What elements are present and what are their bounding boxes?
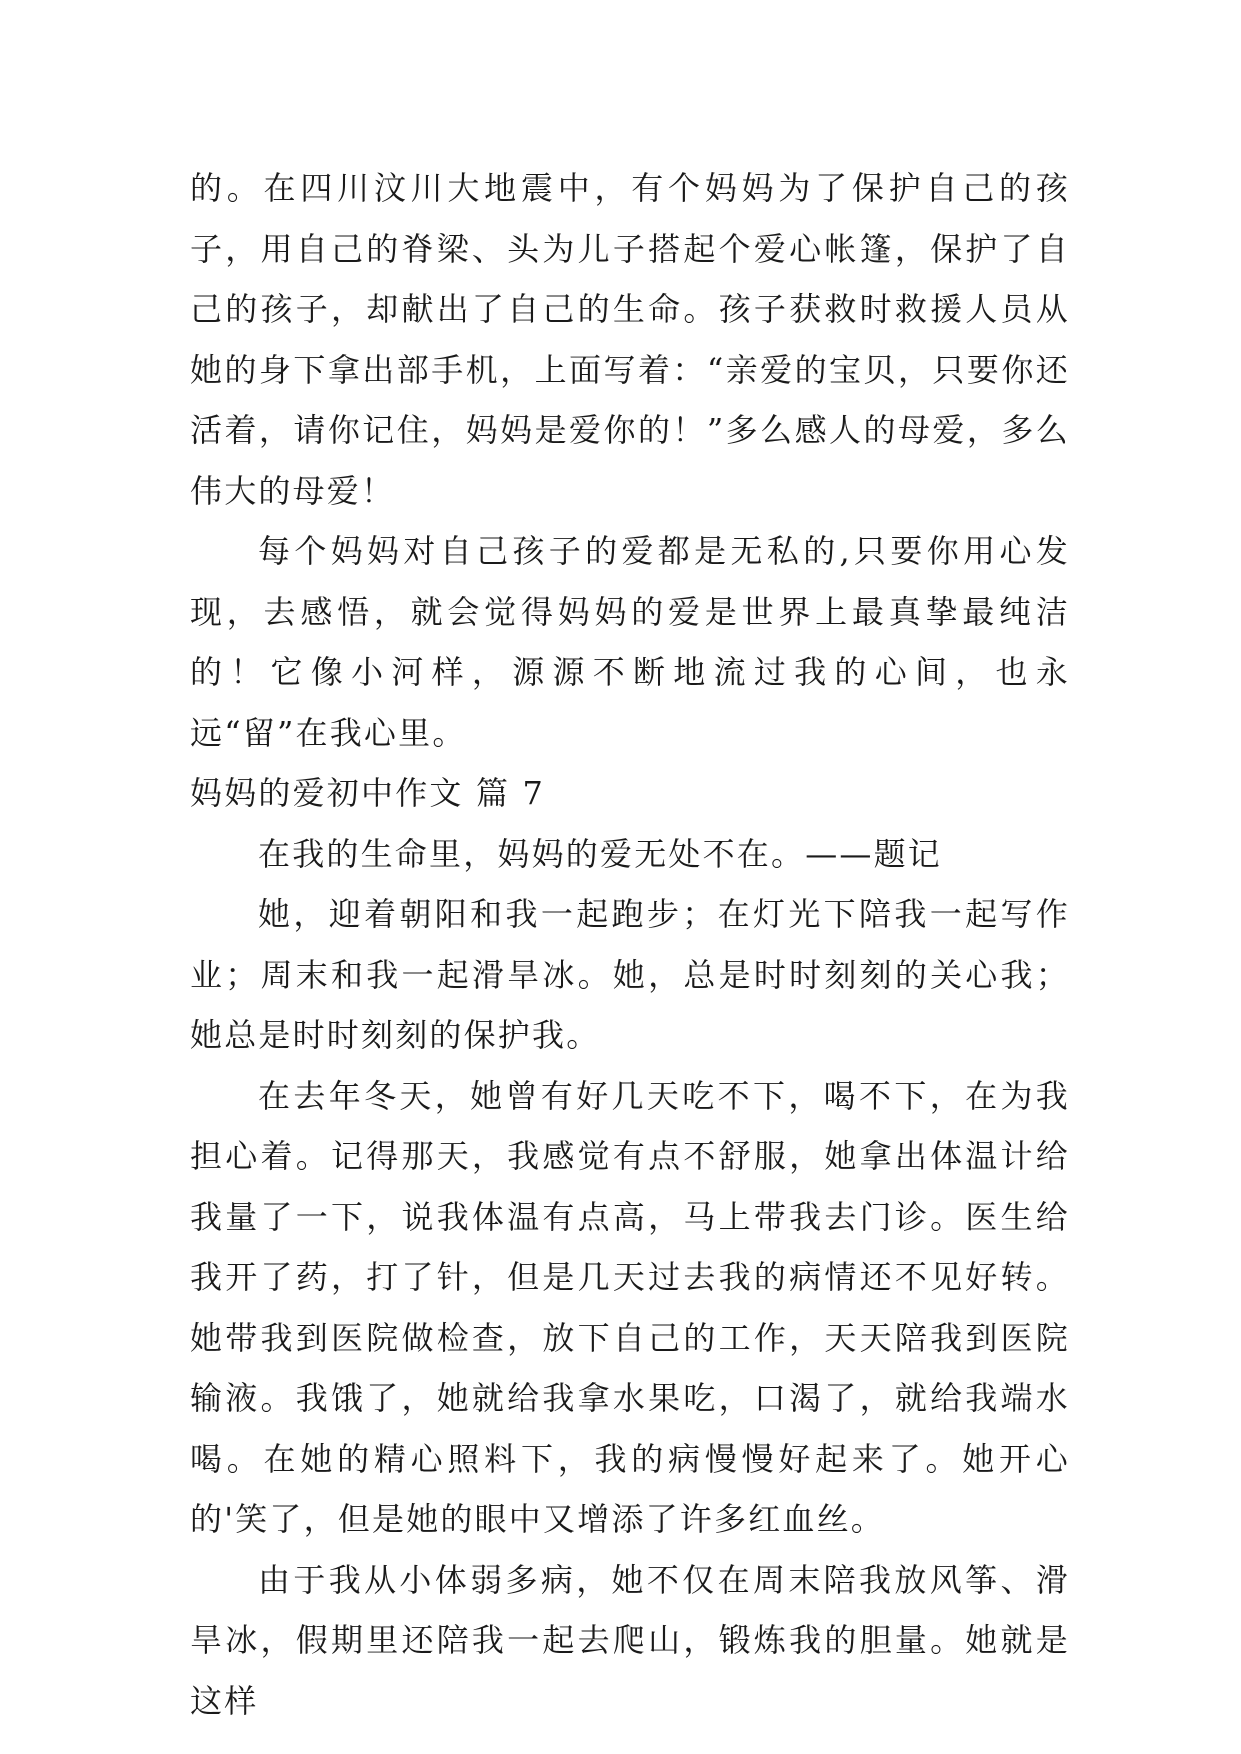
paragraph-epigraph: 在我的生命里，妈妈的爱无处不在。——题记 xyxy=(258,834,943,873)
essay-heading: 妈妈的爱初中作文 篇 7 xyxy=(190,774,546,812)
paragraph-outdoor-activities: 由于我从小体弱多病，她不仅在周末陪我放风筝、滑旱冰，假期里还陪我一起去爬山，锻炼我的胆量。她就是这样 xyxy=(190,1560,1070,1720)
paragraph-selfless-love: 每个妈妈对自己孩子的爱都是无私的,只要你用心发现，去感悟，就会觉得妈妈的爱是世界上最真挚最纯洁的！它像小河样，源源不断地流过我的心间，也永远“留”在我心里。 xyxy=(190,532,1070,752)
document-body xyxy=(190,158,1070,1731)
paragraph-illness-story: 在去年冬天，她曾有好几天吃不下，喝不下，在为我担心着。记得那天，我感觉有点不舒服，她拿出体温计给我量了一下，说我体温有点高，马上带我去门诊。医生给我开了药，打了针，但是几天过去我的病情还不见好转。她带我到医院做检查，放下自己的工作，天天陪我到医院输液。我饿了，她就给我拿水果吃，口渴了，就给我端水喝。在她的精心照料下，我的病慢慢好起来了。她开心的'笑了，但是她的眼中又增添了许多红血丝。 xyxy=(190,1076,1070,1538)
paragraph-daily-care: 她，迎着朝阳和我一起跑步；在灯光下陪我一起写作业；周末和我一起滑旱冰。她，总是时时刻刻的关心我；她总是时时刻刻的保护我。 xyxy=(190,895,1070,1054)
paragraph-earthquake-story: 的。在四川汶川大地震中，有个妈妈为了保护自己的孩子，用自己的脊梁、头为儿子搭起个爱心帐篷，保护了自己的孩子，却献出了自己的生命。孩子获救时救援人员从她的身下拿出部手机，上面写着：“亲爱的宝贝，只要你还活着，请你记住，妈妈是爱你的！”多么感人的母爱，多么伟大的母爱！ xyxy=(190,169,1070,510)
